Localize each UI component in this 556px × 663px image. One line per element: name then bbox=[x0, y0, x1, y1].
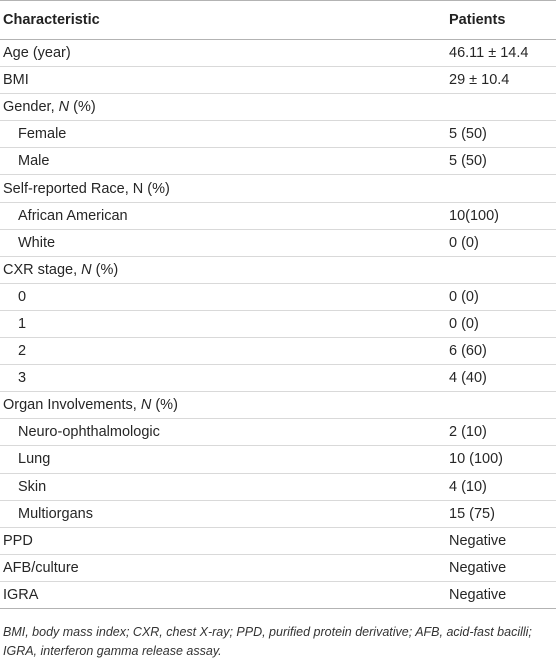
row-characteristic bbox=[0, 370, 445, 386]
table-row bbox=[0, 257, 556, 284]
row-label-suffix: (%) bbox=[69, 99, 96, 116]
row-characteristic bbox=[0, 181, 445, 197]
table-row bbox=[0, 555, 556, 582]
table-row bbox=[0, 230, 556, 257]
row-label-suffix: (%) bbox=[91, 261, 119, 278]
table-row bbox=[0, 311, 556, 338]
row-characteristic bbox=[0, 397, 445, 413]
row-patients-value: 5 (50) bbox=[449, 153, 487, 170]
table-row bbox=[0, 175, 556, 202]
row-characteristic bbox=[0, 45, 445, 61]
row-label: White bbox=[18, 234, 56, 251]
table-row bbox=[0, 474, 556, 501]
row-patients-value: 4 (40) bbox=[449, 370, 487, 387]
row-label: IGRA bbox=[3, 586, 39, 603]
row-patients-value: 6 (60) bbox=[449, 343, 487, 360]
table-row bbox=[0, 446, 556, 473]
table-row bbox=[0, 148, 556, 175]
row-patients-value: 0 (0) bbox=[449, 234, 479, 251]
table-row bbox=[0, 419, 556, 446]
table-header-row bbox=[0, 0, 556, 40]
row-characteristic bbox=[0, 424, 445, 440]
table-row bbox=[0, 365, 556, 392]
row-label-italic: N bbox=[58, 99, 70, 116]
row-patients-value: 0 (0) bbox=[449, 288, 479, 305]
row-characteristic bbox=[0, 533, 445, 549]
table-row bbox=[0, 94, 556, 121]
row-label: Neuro-ophthalmologic bbox=[18, 424, 160, 441]
row-label: Age (year) bbox=[3, 45, 71, 62]
row-characteristic bbox=[0, 506, 445, 522]
row-label: Lung bbox=[18, 451, 51, 468]
row-label: Organ Involvements, bbox=[3, 397, 141, 414]
row-patients-value: Negative bbox=[449, 559, 507, 576]
table-row bbox=[0, 284, 556, 311]
row-patients-value: 4 (10) bbox=[449, 478, 487, 495]
row-characteristic bbox=[0, 153, 445, 169]
row-label: African American bbox=[18, 207, 128, 224]
row-label: PPD bbox=[3, 532, 33, 549]
row-characteristic bbox=[0, 126, 445, 142]
row-label: 2 bbox=[18, 343, 27, 360]
row-characteristic bbox=[0, 587, 445, 603]
table-row bbox=[0, 528, 556, 555]
row-characteristic bbox=[0, 235, 445, 251]
row-characteristic bbox=[0, 451, 445, 467]
row-patients-value: Negative bbox=[449, 532, 507, 549]
row-characteristic bbox=[0, 99, 445, 115]
table-row bbox=[0, 121, 556, 148]
row-patients-value: 2 (10) bbox=[449, 424, 487, 441]
row-label: Self-reported Race, N (%) bbox=[3, 180, 170, 197]
row-label-italic: N bbox=[81, 261, 92, 278]
row-patients-value: 29 ± 10.4 bbox=[449, 72, 510, 89]
row-characteristic bbox=[0, 208, 445, 224]
row-label: Female bbox=[18, 126, 67, 143]
row-label: 0 bbox=[18, 288, 27, 305]
row-characteristic bbox=[0, 262, 445, 278]
table-footnote: BMI, body mass index; CXR, chest X-ray; PPD, purified protein derivative; AFB, acid-fast bacilli; IGRA, interferon gamma release assay. bbox=[3, 624, 532, 658]
header-patients: Patients bbox=[449, 12, 506, 28]
row-characteristic bbox=[0, 343, 445, 359]
table-row bbox=[0, 501, 556, 528]
row-patients-value: 10 (100) bbox=[449, 451, 504, 468]
row-label: CXR stage, bbox=[3, 261, 82, 278]
row-characteristic bbox=[0, 560, 445, 576]
table-row bbox=[0, 67, 556, 94]
row-patients-value: Negative bbox=[449, 586, 507, 603]
row-patients-value: 0 (0) bbox=[449, 315, 479, 332]
table-row bbox=[0, 203, 556, 230]
table-body bbox=[0, 40, 556, 609]
row-patients-value: 5 (50) bbox=[449, 126, 487, 143]
table-row bbox=[0, 40, 556, 67]
row-label: AFB/culture bbox=[3, 559, 79, 576]
row-characteristic bbox=[0, 316, 445, 332]
row-label-italic: N bbox=[140, 397, 152, 414]
row-patients-value: 15 (75) bbox=[449, 505, 495, 522]
row-label: Male bbox=[18, 153, 50, 170]
row-patients-value: 46.11 ± 14.4 bbox=[449, 45, 529, 62]
row-characteristic bbox=[0, 289, 445, 305]
row-label: Multiorgans bbox=[18, 505, 93, 522]
row-characteristic bbox=[0, 72, 445, 88]
row-label: Gender, bbox=[3, 99, 59, 116]
row-label: BMI bbox=[3, 72, 29, 89]
row-label: 3 bbox=[18, 370, 27, 387]
table-row bbox=[0, 392, 556, 419]
row-label: 1 bbox=[18, 315, 27, 332]
table-row bbox=[0, 338, 556, 365]
row-characteristic bbox=[0, 479, 445, 495]
table-row bbox=[0, 582, 556, 609]
row-label: Skin bbox=[18, 478, 47, 495]
row-label-suffix: (%) bbox=[151, 397, 178, 414]
row-patients-value: 10(100) bbox=[449, 207, 499, 224]
header-characteristic: Characteristic bbox=[3, 12, 100, 28]
